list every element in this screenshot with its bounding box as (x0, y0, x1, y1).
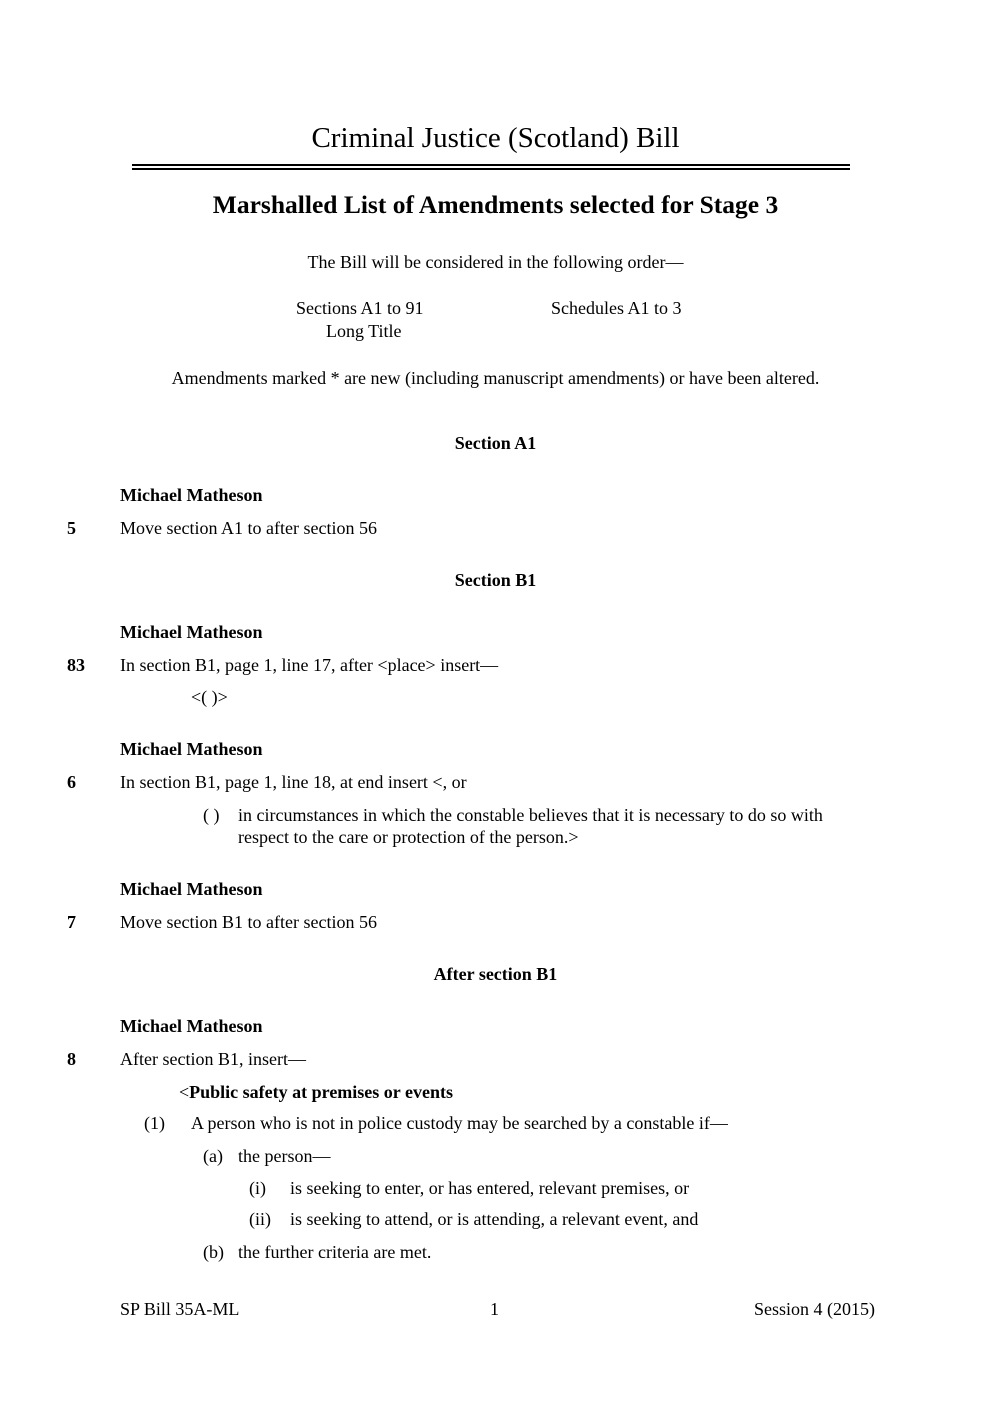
member-name: Michael Matheson (120, 622, 263, 642)
member-name: Michael Matheson (120, 485, 263, 505)
document-title: Marshalled List of Amendments selected for Stage 3 (212, 190, 779, 219)
amendment-text: Move section A1 to after section 56 (120, 518, 377, 538)
open-bracket: < (179, 1082, 190, 1102)
subsection-label: (1) (144, 1113, 165, 1133)
footer-session: Session 4 (2015) (754, 1299, 875, 1319)
paragraph-text: the person— (238, 1146, 331, 1166)
order-intro: The Bill will be considered in the following order— (307, 252, 684, 272)
order-schedules: Schedules A1 to 3 (551, 298, 682, 318)
subparagraph-label: (ii) (249, 1209, 271, 1229)
bill-title: Criminal Justice (Scotland) Bill (311, 122, 680, 154)
section-heading: Section B1 (454, 570, 537, 590)
inserted-section-heading: Public safety at premises or events (189, 1082, 453, 1102)
inserted-text: in circumstances in which the constable believes that it is necessary to do so with (238, 805, 823, 825)
subparagraph-text: is seeking to attend, or is attending, a relevant event, and (290, 1209, 699, 1229)
order-long-title: Long Title (326, 321, 402, 341)
inserted-section-title (179, 1081, 453, 1103)
member-name: Michael Matheson (120, 879, 263, 899)
amendment-number: 5 (67, 518, 76, 538)
amendment-number: 7 (67, 912, 76, 932)
section-heading: Section A1 (454, 433, 537, 453)
footer-reference: SP Bill 35A-ML (120, 1299, 240, 1319)
member-name: Michael Matheson (120, 1016, 263, 1036)
amendment-number: 83 (67, 655, 85, 675)
inserted-text: <( )> (191, 687, 228, 707)
subparagraph-label: (i) (249, 1178, 266, 1198)
section-heading: After section B1 (433, 964, 558, 984)
subsection-text: A person who is not in police custody may be searched by a constable if— (191, 1113, 728, 1133)
amendment-number: 8 (67, 1049, 76, 1069)
page-number: 1 (490, 1299, 499, 1319)
order-sections: Sections A1 to 91 (296, 298, 424, 318)
paragraph-label: (b) (203, 1242, 224, 1262)
title-double-rule (132, 164, 850, 170)
amendment-text: In section B1, page 1, line 18, at end insert <, or (120, 772, 467, 792)
paragraph-text: the further criteria are met. (238, 1242, 432, 1262)
paragraph-label: (a) (203, 1146, 223, 1166)
amendment-text: Move section B1 to after section 56 (120, 912, 377, 932)
amendment-text: In section B1, page 1, line 17, after <place> insert— (120, 655, 499, 675)
subparagraph-text: is seeking to enter, or has entered, relevant premises, or (290, 1178, 690, 1198)
insert-label: ( ) (203, 805, 220, 825)
member-name: Michael Matheson (120, 739, 263, 759)
amendment-text: After section B1, insert— (120, 1049, 306, 1069)
amendments-note: Amendments marked * are new (including manuscript amendments) or have been altered. (171, 368, 820, 388)
amendment-number: 6 (67, 772, 76, 792)
inserted-text: respect to the care or protection of the person.> (238, 827, 579, 847)
